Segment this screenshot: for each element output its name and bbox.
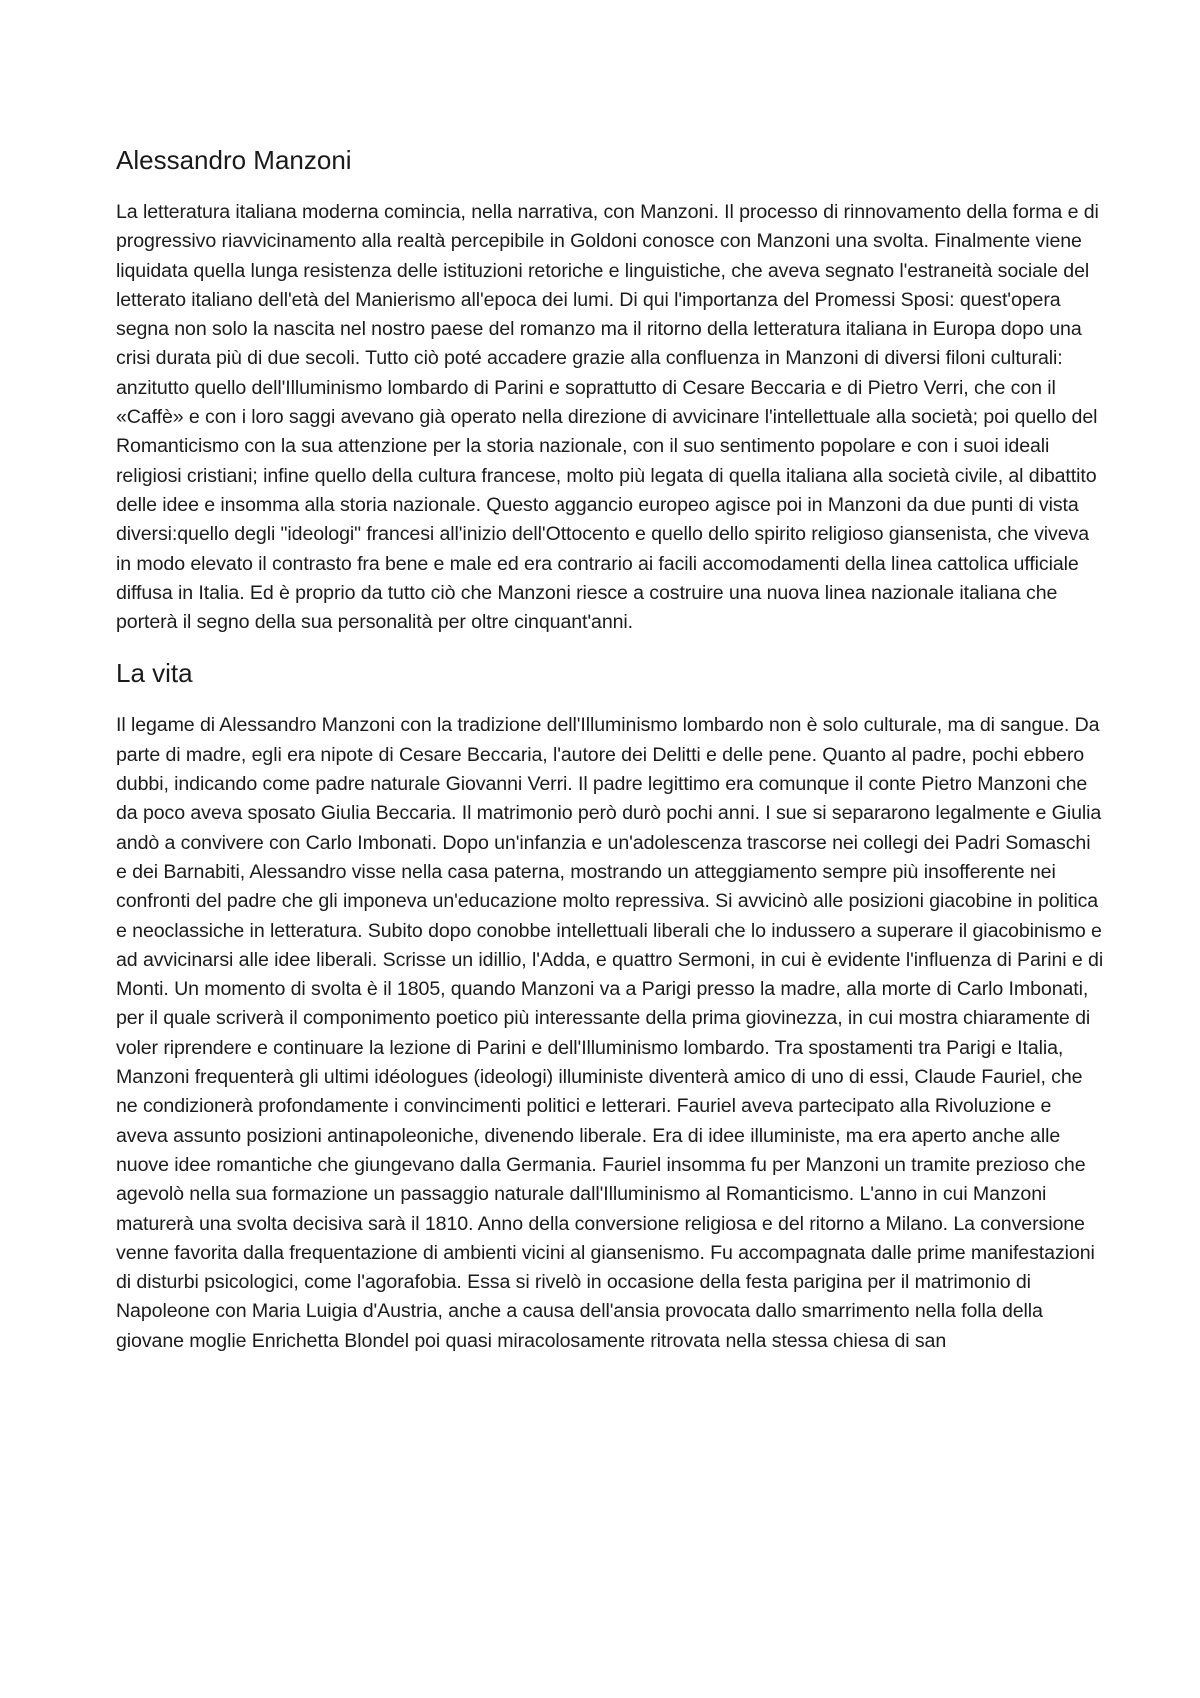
document-page (116, 138, 1106, 1356)
intro-paragraph: La letteratura italiana moderna comincia, nella narrativa, con Manzoni. Il processo di rinnovamento della forma e di progressivo riavvicinamento alla realtà percepibile in Goldoni conosce con Manzoni una svolta. Finalmente viene liquidata quella lunga resistenza delle istituzioni retoriche e linguistiche, che aveva segnato l'estraneità sociale del letterato italiano dell'età del Manierismo all'epoca dei lumi. Di qui l'importanza del Promessi Sposi: quest'opera segna non solo la nascita nel nostro paese del romanzo ma il ritorno della letteratura italiana in Europa dopo una crisi durata più di due secoli. Tutto ciò poté accadere grazie alla confluenza in Manzoni di diversi filoni culturali: anzitutto quello dell'Illuminismo lombardo di Parini e soprattutto di Cesare Beccaria e di Pietro Verri, che con il «Caffè» e con i loro saggi avevano già operato nella direzione di avvicinare l'intellettuale alla società; poi quello del Romanticismo con la sua attenzione per la storia nazionale, con il suo sentimento popolare e con i suoi ideali religiosi cristiani; infine quello della cultura francese, molto più legata di quella italiana alla società civile, al dibattito delle idee e insomma alla storia nazionale. Questo aggancio europeo agisce poi in Manzoni da due punti di vista diversi:quello degli "ideologi" francesi all'inizio dell'Ottocento e quello dello spirito religioso giansenista, che viveva in modo elevato il contrasto fra bene e male ed era contrario ai facili accomodamenti della linea cattolica ufficiale diffusa in Italia. Ed è proprio da tutto ciò che Manzoni riesce a costruire una nuova linea nazionale italiana che porterà il segno della sua personalità per oltre cinquant'anni. (116, 201, 1099, 634)
section-paragraph: Il legame di Alessandro Manzoni con la tradizione dell'Illuminismo lombardo non è solo culturale, ma di sangue. Da parte di madre, egli era nipote di Cesare Beccaria, l'autore dei Delitti e delle pene. Quanto al padre, pochi ebbero dubbi, indicando come padre naturale Giovanni Verri. Il padre legittimo era comunque il conte Pietro Manzoni che da poco aveva sposato Giulia Beccaria. Il matrimonio però durò pochi anni. I sue si separarono legalmente e Giulia andò a convivere con Carlo Imbonati. Dopo un'infanzia e un'adolescenza trascorse nei collegi dei Padri Somaschi e dei Barnabiti, Alessandro visse nella casa paterna, mostrando un atteggiamento sempre più insofferente nei confronti del padre che gli imponeva un'educazione molto repressiva. Si avvicinò alle posizioni giacobine in politica e neoclassiche in letteratura. Subito dopo conobbe intellettuali liberali che lo indussero a superare il giacobinismo e ad avvicinarsi alle idee liberali. Scrisse un idillio, l'Adda, e quattro Sermoni, in cui è evidente l'influenza di Parini e di Monti. Un momento di svolta è il 1805, quando Manzoni va a Parigi presso la madre, alla morte di Carlo Imbonati, per il quale scriverà il componimento poetico più interessante della prima giovinezza, in cui mostra chiaramente di voler riprendere e continuare la lezione di Parini e dell'Illuminismo lombardo. Tra spostamenti tra Parigi e Italia, Manzoni frequenterà gli ultimi idéologues (ideologi) illuministe diventerà amico di uno di essi, Claude Fauriel, che ne condizionerà profondamente i convincimenti politici e letterari. Fauriel aveva partecipato alla Rivoluzione e aveva assunto posizioni antinapoleoniche, divenendo liberale. Era di idee illuministe, ma era aperto anche alle nuove idee romantiche che giungevano dalla Germania. Fauriel insomma fu per Manzoni un tramite prezioso che agevolò nella sua formazione un passaggio naturale dall'Illuminismo al Romanticismo. L'anno in cui Manzoni maturerà una svolta decisiva sarà il 1810. Anno della conversione religiosa e del ritorno a Milano. La conversione venne favorita dalla frequentazione di ambienti vicini al giansenismo. Fu accompagnata dalle prime manifestazioni di disturbi psicologici, come l'agorafobia. Essa si rivelò in occasione della festa parigina per il matrimonio di Napoleone con Maria Luigia d'Austria, anche a causa dell'ansia provocata dallo smarrimento nella folla della giovane moglie Enrichetta Blondel poi quasi miracolosamente ritrovata nella stessa chiesa di san (116, 714, 1104, 1352)
section-heading: La vita (116, 658, 193, 689)
document-title: Alessandro Manzoni (116, 145, 352, 175)
